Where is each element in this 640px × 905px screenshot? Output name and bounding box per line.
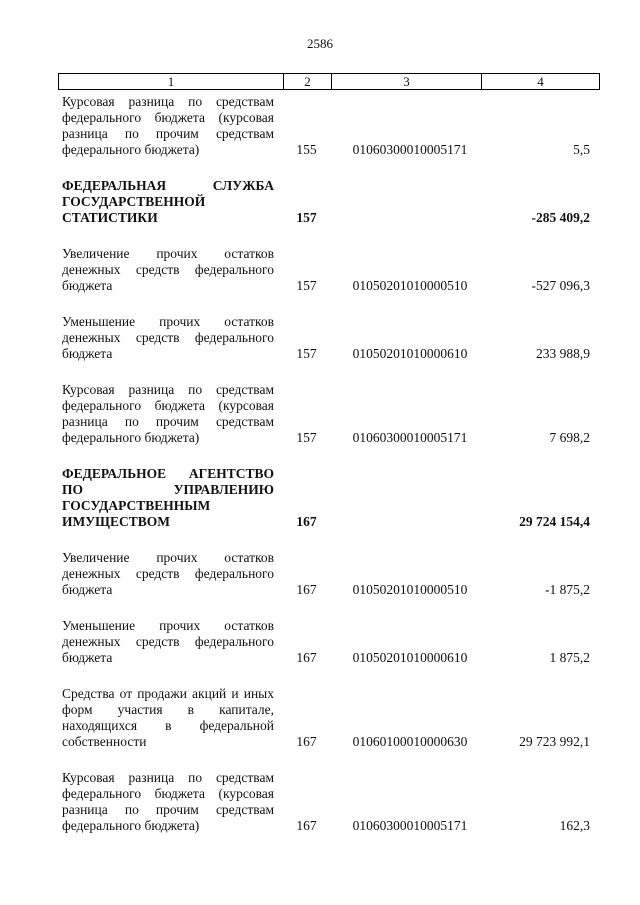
row-kbk: 01050201010000510 [352,582,468,597]
row-amount: 233 988,9 [536,346,590,361]
table-row [58,314,600,362]
row-code: 167 [296,818,317,833]
row-name: Курсовая разница по средствам федерального бюджета (курсовая разница по прочим средствам федерального бюджета) [62,770,274,833]
table-row [58,550,600,598]
table-row [58,686,600,750]
page-number: 2586 [307,36,333,51]
row-name: Уменьшение прочих остатков денежных средств федерального бюджета [62,618,274,665]
row-kbk: 01060100010000630 [352,734,468,749]
row-name: Увеличение прочих остатков денежных средств федерального бюджета [62,246,274,293]
row-name: Уменьшение прочих остатков денежных средств федерального бюджета [62,314,274,361]
row-amount: 162,3 [559,818,590,833]
table-row [58,94,600,158]
table-row [58,246,600,294]
table-row-agency [58,178,600,226]
row-kbk: 01050201010000610 [352,346,468,361]
row-kbk: 01050201010000510 [352,278,468,293]
row-kbk: 01060300010005171 [352,142,468,157]
row-kbk: 01050201010000610 [352,650,468,665]
row-amount: 1 875,2 [549,650,590,665]
row-code: 157 [296,278,317,293]
row-kbk: 01060300010005171 [352,818,468,833]
row-code: 167 [296,514,317,529]
row-name: Курсовая разница по средствам федерального бюджета (курсовая разница по прочим средствам федерального бюджета) [62,382,274,445]
row-name: ФЕДЕРАЛЬНОЕ АГЕНТСТВО ПО УПРАВЛЕНИЮ ГОСУДАРСТВЕННЫМ ИМУЩЕСТВОМ [62,466,274,529]
row-amount: -1 875,2 [545,582,590,597]
row-amount: -527 096,3 [531,278,590,293]
row-amount: 7 698,2 [549,430,590,445]
row-name: Средства от продажи акций и иных форм участия в капитале, находящихся в федеральной собственности [62,686,274,749]
row-name: Увеличение прочих остатков денежных средств федерального бюджета [62,550,274,597]
row-code: 167 [296,582,317,597]
table-row-agency [58,466,600,530]
table-row [58,770,600,834]
row-code: 157 [296,430,317,445]
row-code: 167 [296,650,317,665]
row-amount: 29 724 154,4 [519,514,590,529]
row-name: ФЕДЕРАЛЬНАЯ СЛУЖБА ГОСУДАРСТВЕННОЙ СТАТИСТИКИ [62,178,274,225]
row-code: 155 [296,142,317,157]
table-header [58,73,600,90]
row-name: Курсовая разница по средствам федерального бюджета (курсовая разница по прочим средствам федерального бюджета) [62,94,274,157]
row-code: 167 [296,734,317,749]
row-kbk: 01060300010005171 [352,430,468,445]
header-col-4: 4 [537,74,544,89]
header-col-1: 1 [59,74,284,89]
table-body [58,94,600,854]
row-amount: -285 409,2 [531,210,590,225]
row-code: 157 [296,346,317,361]
row-code: 157 [296,210,317,225]
header-col-2: 2 [284,74,332,89]
row-amount: 5,5 [573,142,590,157]
table-row [58,382,600,446]
row-amount: 29 723 992,1 [519,734,590,749]
header-col-3: 3 [332,74,482,89]
table-row [58,618,600,666]
